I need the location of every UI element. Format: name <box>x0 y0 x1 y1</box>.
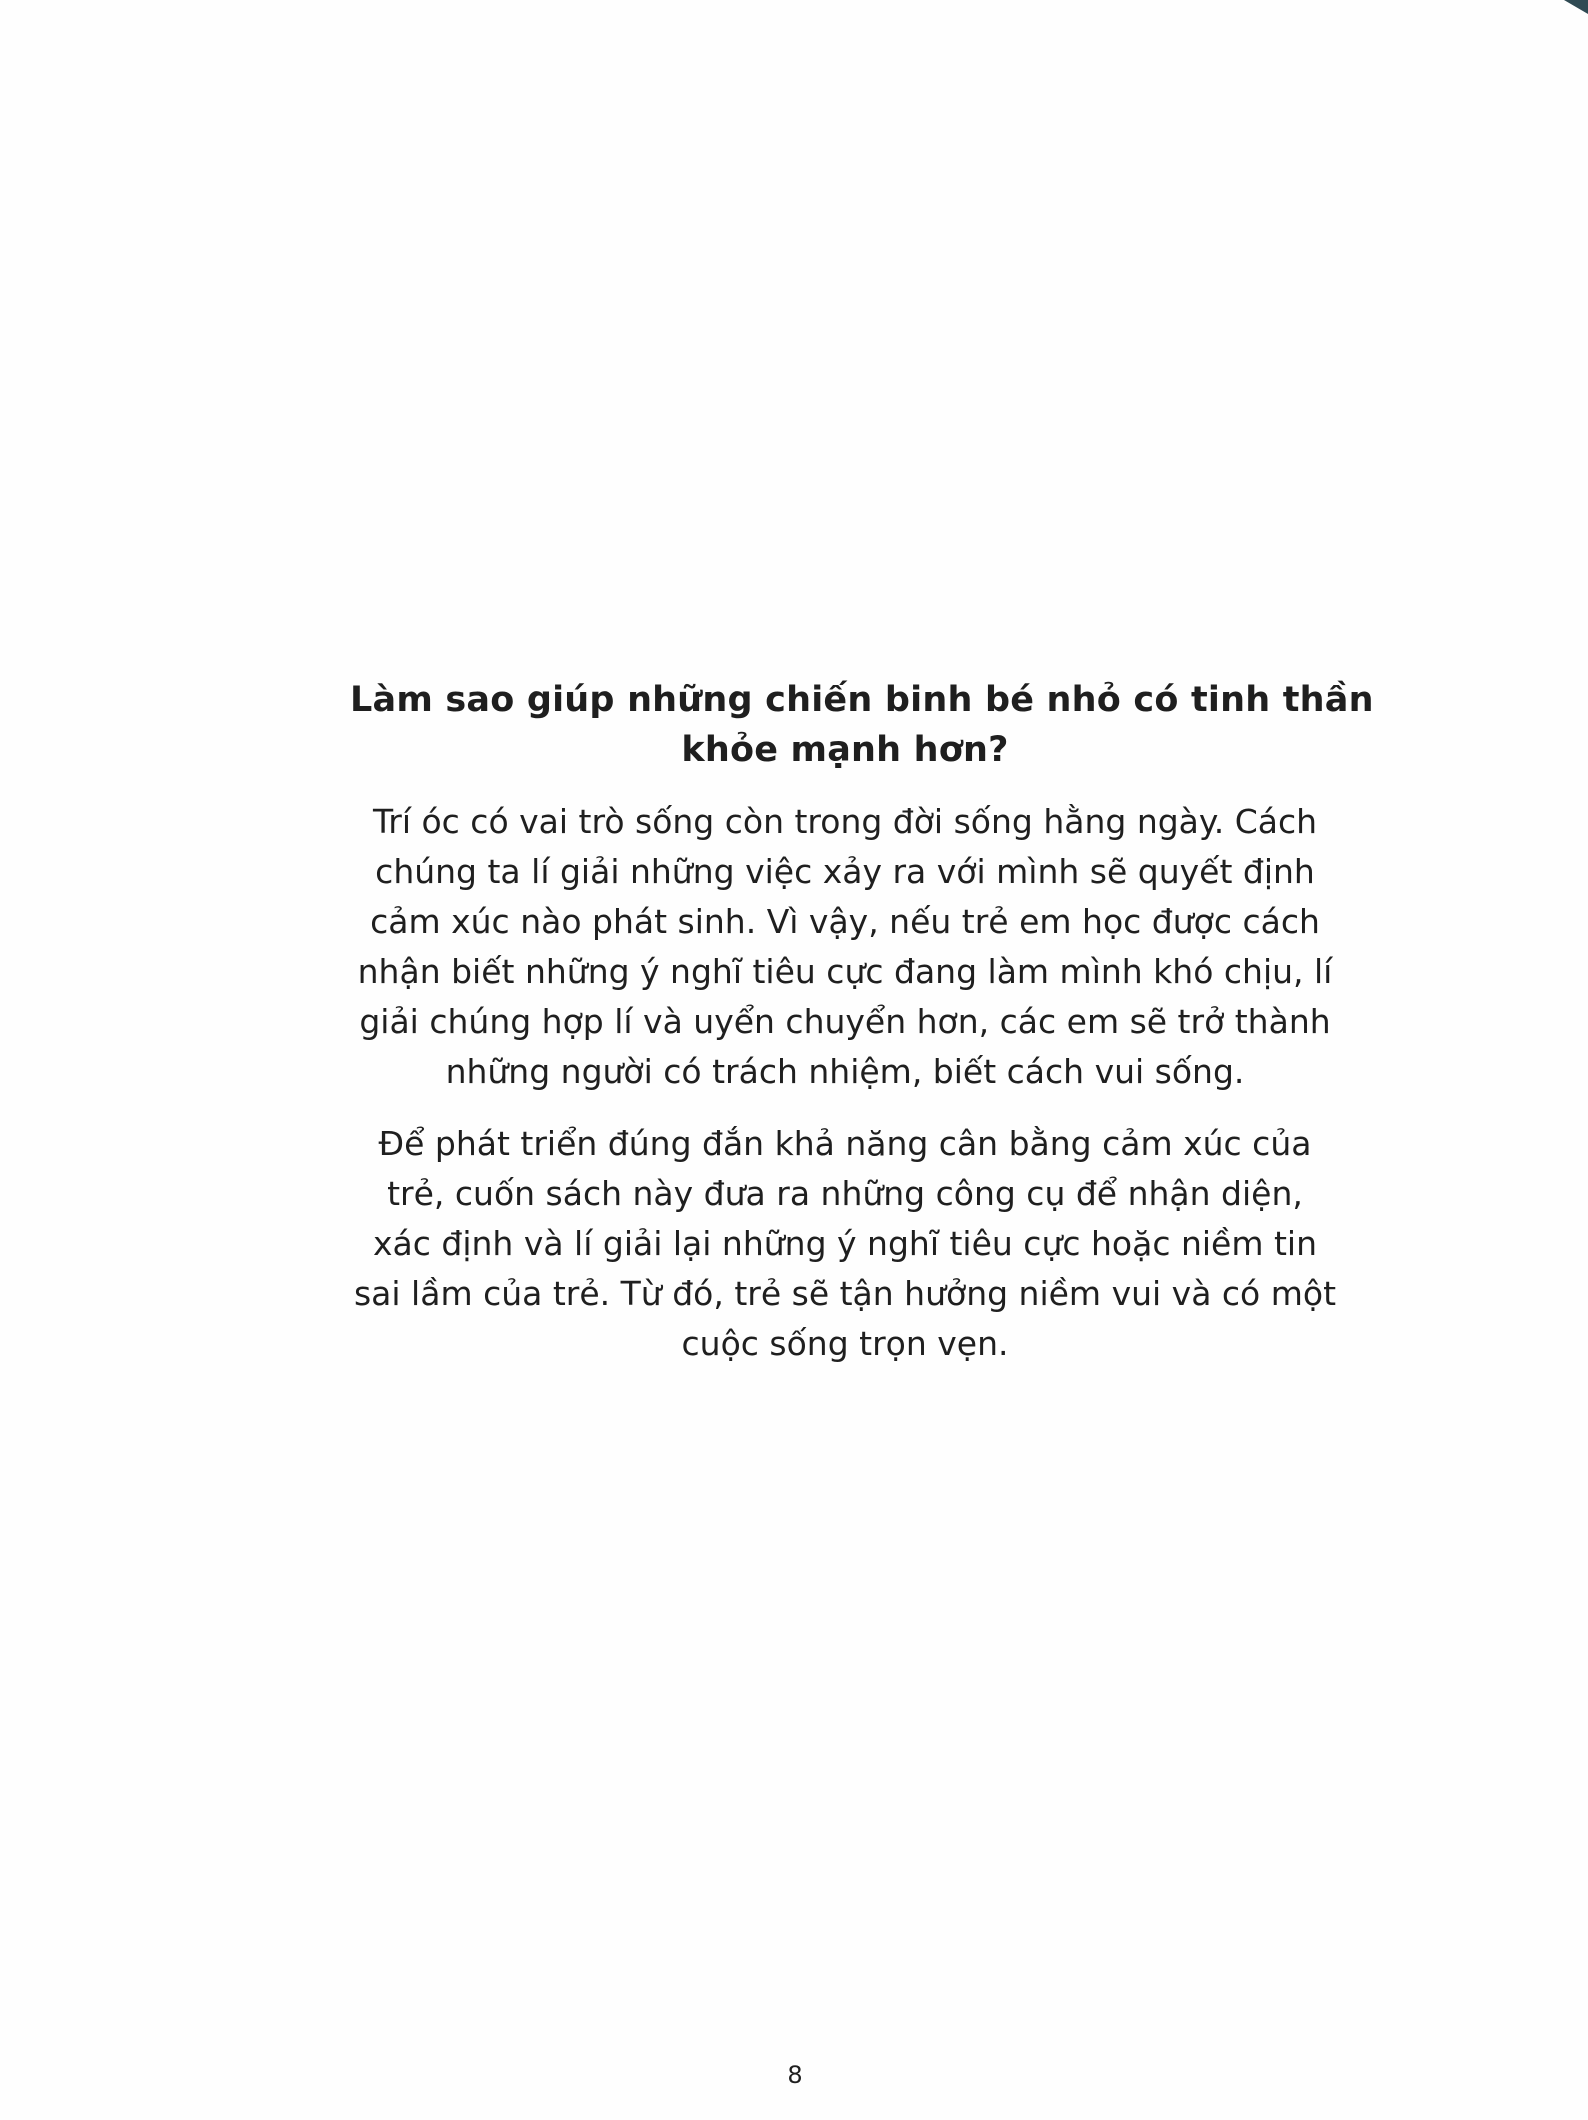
paragraph-line: chúng ta lí giải những việc xảy ra với mình sẽ quyết định <box>375 852 1315 891</box>
heading-line: khỏe mạnh hơn? <box>681 730 1009 770</box>
page-edge-mark <box>1564 0 1588 14</box>
text-block <box>350 675 1374 1369</box>
heading-line: Làm sao giúp những chiến binh bé nhỏ có tinh thần <box>350 680 1374 720</box>
paragraph-1 <box>350 797 1340 1097</box>
page-number: 8 <box>787 2061 803 2089</box>
paragraph-line: nhận biết những ý nghĩ tiêu cực đang làm mình khó chịu, lí <box>357 952 1333 991</box>
paragraph-line: Để phát triển đúng đắn khả năng cân bằng cảm xúc của <box>378 1124 1312 1163</box>
paragraph-line: Trí óc có vai trò sống còn trong đời sống hằng ngày. Cách <box>372 802 1318 841</box>
paragraph-line: giải chúng hợp lí và uyển chuyển hơn, các em sẽ trở thành <box>359 1002 1331 1041</box>
paragraph-line: những người có trách nhiệm, biết cách vui sống. <box>445 1052 1245 1091</box>
paragraph-line: trẻ, cuốn sách này đưa ra những công cụ để nhận diện, <box>387 1174 1303 1213</box>
paragraph-2 <box>350 1119 1340 1369</box>
paragraph-line: xác định và lí giải lại những ý nghĩ tiêu cực hoặc niềm tin <box>373 1224 1317 1263</box>
paragraph-line: sai lầm của trẻ. Từ đó, trẻ sẽ tận hưởng niềm vui và có một <box>353 1274 1337 1313</box>
paragraph-line: cuộc sống trọn vẹn. <box>681 1324 1009 1363</box>
paragraph-line: cảm xúc nào phát sinh. Vì vậy, nếu trẻ em học được cách <box>370 902 1320 941</box>
section-heading <box>350 675 1374 775</box>
